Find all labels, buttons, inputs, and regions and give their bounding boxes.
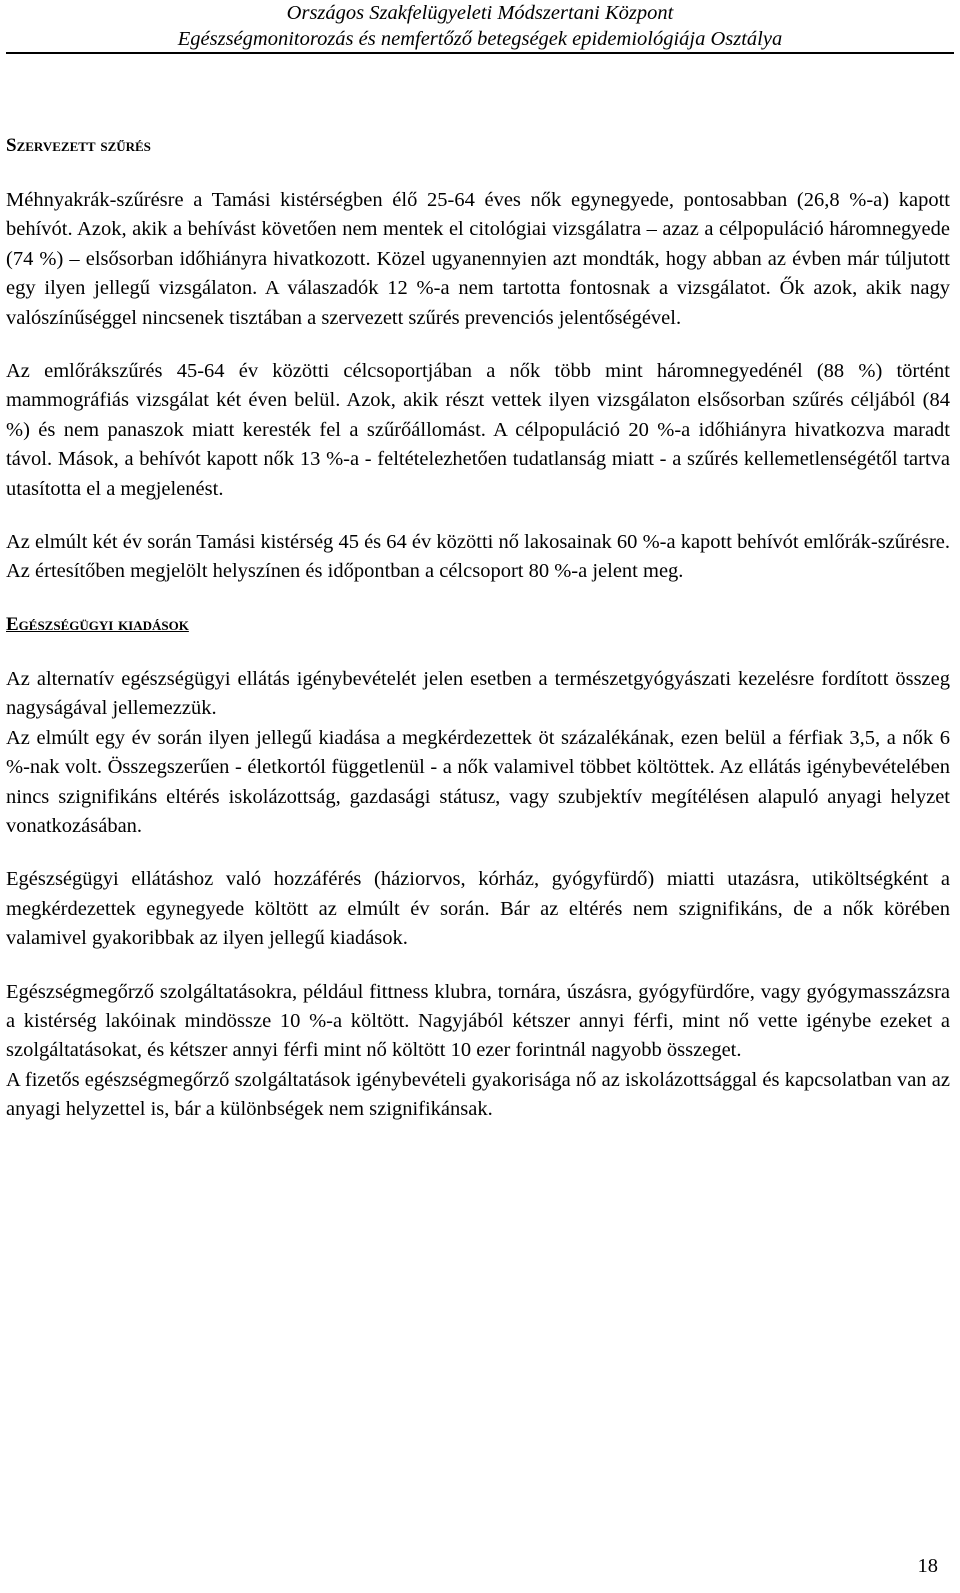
paragraph-health-services: Egészségmegőrző szolgáltatásokra, például fittness klubra, tornára, úszásra, gyógyfürdőre, vagy gyógymasszázsra a kistérség lakóinak mindössze 10 %-a költött. Nagyjából kétszer annyi férfi, mint nő vette igénybe ezeket a szolgáltatásokat, és kétszer annyi férfi mint nő költött 10 ezer forintnál nagyobb összeget. [6, 980, 950, 1062]
paragraph-alternative-spending: Az elmúlt egy év során ilyen jellegű kiadása a megkérdezettek öt százalékának, ezen belül a férfiak 3,5, a nők 6 %-nak volt. Összegszerűen - életkortól függetlenül - a nők valamivel többet költöttek. Az ellátás igénybevételében nincs szignifikáns eltérés iskolázottság, gazdasági státusz, vagy szubjektív megítélésen alapuló anyagi helyzet vonatkozásában. [6, 726, 950, 837]
paragraph-cervical-screening: Méhnyakrák-szűrésre a Tamási kistérségben élő 25-64 éves nők egynegyede, pontosabban (26,8 %-a) kapott behívót. Azok, akik a behívást követően nem mentek el citológiai vizsgálatra – azaz a célpopuláció háromnegyede (74 %) – elsősorban időhiányra hivatkozott. Közel ugyanennyien azt mondták, hogy abban az évben már túljutott egy ilyen jellegű vizsgálaton. A válaszadók 12 %-a nem tartotta fontosnak a vizsgálatot. Ők azok, akik nagy valószínűséggel nincsenek tisztában a szervezett szűrés prevenciós jelentőségével. [6, 189, 950, 329]
header-department: Egészségmonitorozás és nemfertőző betegségek epidemiológiája Osztálya [177, 28, 783, 50]
paragraph-alternative-care: Az alternatív egészségügyi ellátás igénybevételét jelen esetben a természetgyógyászati kezelésre fordított összeg nagyságával jellemezzük. [6, 667, 950, 720]
section-heading-expenses-text: Egészségügyi kiadások [6, 613, 189, 635]
section-heading-screening-text: Szervezett szűrés [6, 135, 151, 156]
section-heading-screening [6, 132, 950, 160]
paragraph-paid-services: A fizetős egészségmegőrző szolgáltatások igénybevételi gyakorisága nő az iskolázottsággal és kapcsolatban van az anyagi helyzettel is, bár a különbségek nem szignifikánsak. [6, 1068, 950, 1121]
page-number: 18 [917, 1555, 938, 1577]
page-header [0, 0, 960, 52]
paragraph-breast-screening: Az emlőrákszűrés 45-64 év közötti célcsoportjában a nők több mint háromnegyedénél (88 %) történt mammográfiás vizsgálat két éven belül. Azok, akik részt vettek ilyen vizsgálaton elsősorban szűrés céljából (84 %) és nem panaszok miatt keresték fel a szűrőállomást. A célpopuláció 20 %-a időhiányra hivatkozva maradt távol. Mások, a behívót kapott nők 13 %-a - feltételezhetően tudatlanság miatt - a szűrés kellemetlenségétől tartva utasította el a megjelenést. [6, 360, 950, 500]
paragraph-screening-invitation: Az elmúlt két év során Tamási kistérség 45 és 64 év közötti nő lakosainak 60 %-a kapott behívót emlőrák-szűrésre. Az értesítőben megjelölt helyszínen és időpontban a célcsoport 80 %-a jelent meg. [6, 531, 950, 583]
section-heading-expenses [6, 611, 950, 639]
header-institution: Országos Szakfelügyeleti Módszertani Központ [286, 2, 674, 24]
paragraph-travel-costs: Egészségügyi ellátáshoz való hozzáférés (háziorvos, kórház, gyógyfürdő) miatti utazásra, utiköltségként a megkérdezettek egynegyede költött az elmúlt év során. Bár az eltérés nem szignifikáns, de a nők körében valamivel gyakoribbak az ilyen jellegű kiadások. [6, 868, 950, 950]
document-body [6, 132, 950, 1125]
header-divider [6, 52, 954, 54]
